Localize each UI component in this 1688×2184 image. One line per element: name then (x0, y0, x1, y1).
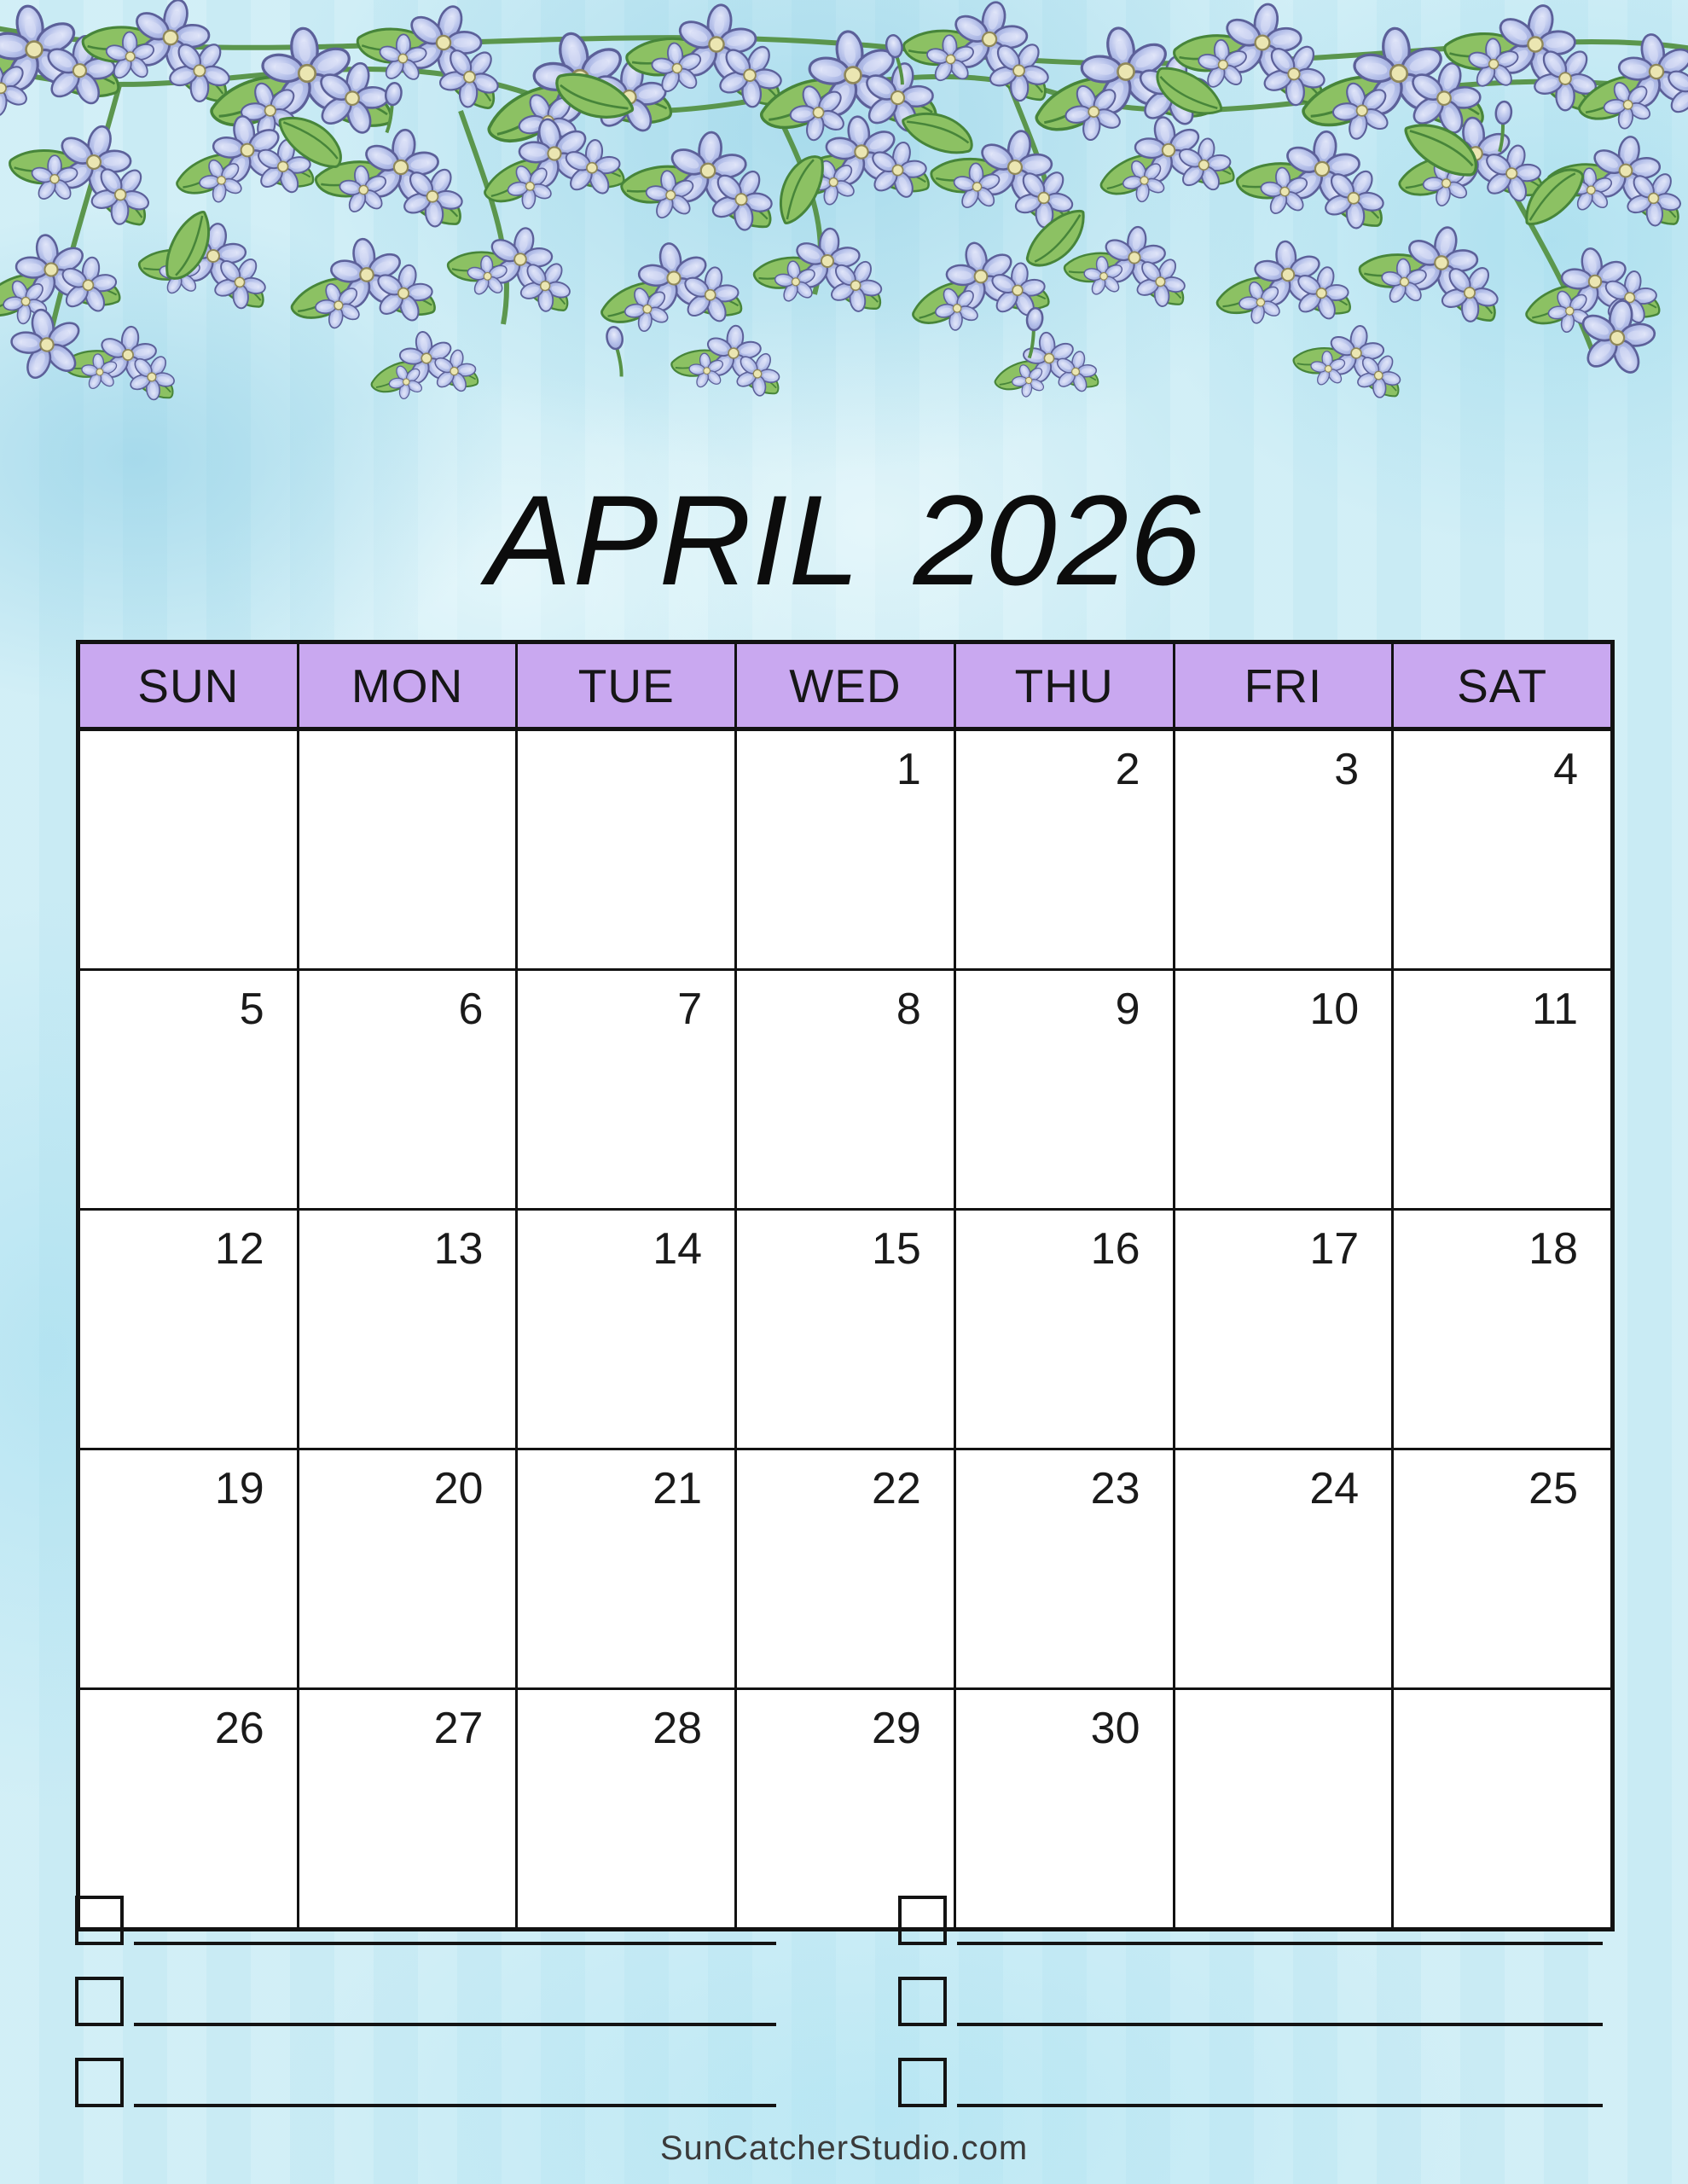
day-cell: 28 (517, 1689, 736, 1930)
day-cell: 25 (1393, 1449, 1613, 1689)
day-cell: 4 (1393, 729, 1613, 970)
day-cell: 18 (1393, 1210, 1613, 1449)
day-cell: 10 (1174, 970, 1393, 1210)
day-cell: 13 (298, 1210, 517, 1449)
checklist-item (898, 1896, 1603, 1945)
checkbox[interactable] (75, 2058, 124, 2107)
floral-banner-decoration (0, 0, 1688, 410)
day-cell: 11 (1393, 970, 1613, 1210)
day-cell (78, 729, 299, 970)
checklist-line (134, 1973, 776, 2026)
page-title: APRIL 2026 (486, 468, 1202, 612)
day-cell: 12 (78, 1210, 299, 1449)
weekday-header-wed: WED (736, 642, 955, 729)
checkbox[interactable] (898, 1977, 947, 2026)
day-cell: 22 (736, 1449, 955, 1689)
checklist-item (898, 1977, 1603, 2026)
day-cell: 2 (954, 729, 1174, 970)
day-cell: 6 (298, 970, 517, 1210)
checklist-left-column (75, 1896, 776, 2107)
day-cell: 9 (954, 970, 1174, 1210)
weekday-header-thu: THU (954, 642, 1174, 729)
checklist-item (75, 2058, 776, 2107)
day-cell (517, 729, 736, 970)
day-cell: 24 (1174, 1449, 1393, 1689)
weekday-header-row (78, 642, 1613, 729)
day-cell: 3 (1174, 729, 1393, 970)
day-cell: 16 (954, 1210, 1174, 1449)
calendar-week-row (78, 1449, 1613, 1689)
weekday-header-mon: MON (298, 642, 517, 729)
checklist-right-column (898, 1896, 1603, 2107)
weekday-header-fri: FRI (1174, 642, 1393, 729)
calendar-week-row (78, 970, 1613, 1210)
checklist-line (957, 2054, 1603, 2107)
checkbox[interactable] (75, 1977, 124, 2026)
weekday-header-sat: SAT (1393, 642, 1613, 729)
day-cell: 15 (736, 1210, 955, 1449)
day-cell: 29 (736, 1689, 955, 1930)
day-cell: 26 (78, 1689, 299, 1930)
day-cell: 8 (736, 970, 955, 1210)
checklist-line (957, 1892, 1603, 1945)
checklist-item (75, 1896, 776, 1945)
checkbox[interactable] (898, 2058, 947, 2107)
checkbox[interactable] (75, 1896, 124, 1945)
weekday-header-sun: SUN (78, 642, 299, 729)
day-cell: 23 (954, 1449, 1174, 1689)
day-cell: 27 (298, 1689, 517, 1930)
calendar-week-row (78, 1210, 1613, 1449)
checklist-item (898, 2058, 1603, 2107)
checkbox[interactable] (898, 1896, 947, 1945)
checklist-line (957, 1973, 1603, 2026)
checklist-line (134, 1892, 776, 1945)
day-cell: 30 (954, 1689, 1174, 1930)
day-cell: 14 (517, 1210, 736, 1449)
calendar-week-row (78, 729, 1613, 970)
day-cell: 21 (517, 1449, 736, 1689)
day-cell: 17 (1174, 1210, 1393, 1449)
checklist-line (134, 2054, 776, 2107)
checklist-section (75, 1896, 1603, 2107)
checklist-item (75, 1977, 776, 2026)
day-cell (298, 729, 517, 970)
day-cell: 5 (78, 970, 299, 1210)
calendar-grid (76, 640, 1615, 1931)
day-cell: 19 (78, 1449, 299, 1689)
footer-site-label: SunCatcherStudio.com (659, 2129, 1029, 2167)
weekday-header-tue: TUE (517, 642, 736, 729)
day-cell: 7 (517, 970, 736, 1210)
day-cell: 20 (298, 1449, 517, 1689)
day-cell: 1 (736, 729, 955, 970)
